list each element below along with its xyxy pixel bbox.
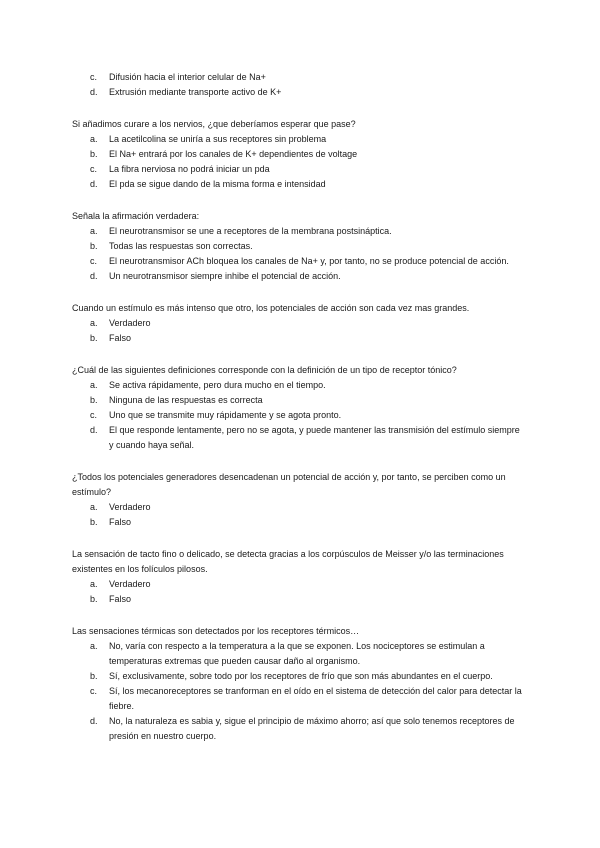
- question-text: Cuando un estímulo es más intenso que otro, los potenciales de acción son cada vez mas grandes.: [72, 303, 470, 313]
- answer-option: [72, 224, 540, 239]
- option-text: Sí, exclusivamente, sobre todo por los receptores de frío que son más abundantes en el cuerpo.: [109, 671, 493, 681]
- answer-option: [72, 239, 540, 254]
- question-block: [72, 547, 540, 607]
- option-letter: b.: [90, 395, 98, 405]
- question-text: Las sensaciones térmicas son detectados por los receptores térmicos…: [72, 626, 360, 636]
- option-text: No, varía con respecto a la temperatura a la que se exponen. Los nociceptores se estimulan a temperaturas extremas que pueden causar daño al organismo.: [109, 641, 485, 666]
- option-letter: d.: [90, 425, 98, 435]
- answer-option: [72, 269, 540, 284]
- answer-options: [72, 316, 540, 346]
- answer-option: [72, 515, 540, 530]
- option-text: Uno que se transmite muy rápidamente y se agota pronto.: [109, 410, 342, 420]
- option-letter: d.: [90, 87, 98, 97]
- answer-options: [72, 224, 540, 284]
- option-letter: b.: [90, 149, 98, 159]
- option-text: Se activa rápidamente, pero dura mucho en el tiempo.: [109, 380, 326, 390]
- option-letter: d.: [90, 716, 98, 726]
- answer-option: [72, 684, 540, 714]
- option-text: El que responde lentamente, pero no se agota, y puede mantener las transmisión del estímulo siempre y cuando haya señal.: [109, 425, 520, 450]
- option-text: El Na+ entrará por los canales de K+ dependientes de voltage: [109, 149, 358, 159]
- question-block: [72, 363, 540, 453]
- option-letter: c.: [90, 686, 98, 696]
- option-letter: a.: [90, 641, 98, 651]
- answer-options: [72, 639, 540, 744]
- option-text: Verdadero: [109, 579, 151, 589]
- option-letter: c.: [90, 164, 98, 174]
- option-letter: c.: [90, 410, 98, 420]
- answer-option: [72, 408, 540, 423]
- option-text: La acetilcolina se uniría a sus receptores sin problema: [109, 134, 327, 144]
- option-letter: a.: [90, 134, 98, 144]
- option-letter: d.: [90, 179, 98, 189]
- answer-options: [72, 378, 540, 453]
- answer-option: [72, 393, 540, 408]
- question-text: ¿Cuál de las siguientes definiciones corresponde con la definición de un tipo de receptor tónico?: [72, 365, 457, 375]
- option-text: Sí, los mecanoreceptores se tranforman en el oído en el sistema de detección del calor para detectar la fiebre.: [109, 686, 522, 711]
- answer-option: [72, 714, 540, 744]
- option-text: Falso: [109, 594, 132, 604]
- option-letter: a.: [90, 502, 98, 512]
- option-text: Falso: [109, 333, 132, 343]
- question-text: ¿Todos los potenciales generadores desencadenan un potencial de acción y, por tanto, se perciben como un estímulo?: [72, 472, 506, 497]
- question-block: [72, 117, 540, 192]
- answer-option: [72, 331, 540, 346]
- answer-option: [72, 162, 540, 177]
- option-letter: c.: [90, 72, 98, 82]
- option-text: No, la naturaleza es sabia y, sigue el principio de máximo ahorro; así que solo tenemos receptores de presión en nuestro cuerpo.: [109, 716, 515, 741]
- question-block: [72, 624, 540, 744]
- answer-option: [72, 500, 540, 515]
- answer-option: [72, 254, 540, 269]
- option-text: Extrusión mediante transporte activo de K+: [109, 87, 282, 97]
- answer-option: [72, 70, 540, 85]
- answer-option: [72, 669, 540, 684]
- option-text: Verdadero: [109, 318, 151, 328]
- option-letter: b.: [90, 671, 98, 681]
- answer-option: [72, 85, 540, 100]
- option-text: El pda se sigue dando de la misma forma e intensidad: [109, 179, 326, 189]
- option-letter: a.: [90, 226, 98, 236]
- answer-option: [72, 378, 540, 393]
- question-text: Señala la afirmación verdadera:: [72, 211, 200, 221]
- option-text: La fibra nerviosa no podrá iniciar un pda: [109, 164, 270, 174]
- option-letter: c.: [90, 256, 98, 266]
- option-letter: b.: [90, 241, 98, 251]
- option-text: Falso: [109, 517, 132, 527]
- answer-option: [72, 132, 540, 147]
- option-text: Verdadero: [109, 502, 151, 512]
- option-letter: d.: [90, 271, 98, 281]
- answer-options: [72, 70, 540, 100]
- option-letter: b.: [90, 333, 98, 343]
- answer-option: [72, 147, 540, 162]
- option-letter: b.: [90, 594, 98, 604]
- answer-options: [72, 577, 540, 607]
- question-block: [72, 470, 540, 530]
- answer-options: [72, 500, 540, 530]
- question-block: [72, 70, 540, 100]
- answer-option: [72, 316, 540, 331]
- option-text: Un neurotransmisor siempre inhibe el potencial de acción.: [109, 271, 341, 281]
- question-block: [72, 301, 540, 346]
- question-text: Si añadimos curare a los nervios, ¿que deberíamos esperar que pase?: [72, 119, 356, 129]
- option-letter: a.: [90, 318, 98, 328]
- answer-option: [72, 592, 540, 607]
- option-text: El neurotransmisor se une a receptores de la membrana postsináptica.: [109, 226, 392, 236]
- option-text: El neurotransmisor ACh bloquea los canales de Na+ y, por tanto, no se produce potencial de acción.: [109, 256, 509, 266]
- option-letter: a.: [90, 380, 98, 390]
- question-block: [72, 209, 540, 284]
- answer-option: [72, 423, 540, 453]
- option-text: Difusión hacia el interior celular de Na+: [109, 72, 266, 82]
- answer-option: [72, 577, 540, 592]
- question-text: La sensación de tacto fino o delicado, se detecta gracias a los corpúsculos de Meisser y/o las terminaciones existentes en los folículos pilosos.: [72, 549, 504, 574]
- option-letter: a.: [90, 579, 98, 589]
- answer-options: [72, 132, 540, 192]
- answer-option: [72, 639, 540, 669]
- option-letter: b.: [90, 517, 98, 527]
- answer-option: [72, 177, 540, 192]
- option-text: Ninguna de las respuestas es correcta: [109, 395, 263, 405]
- option-text: Todas las respuestas son correctas.: [109, 241, 253, 251]
